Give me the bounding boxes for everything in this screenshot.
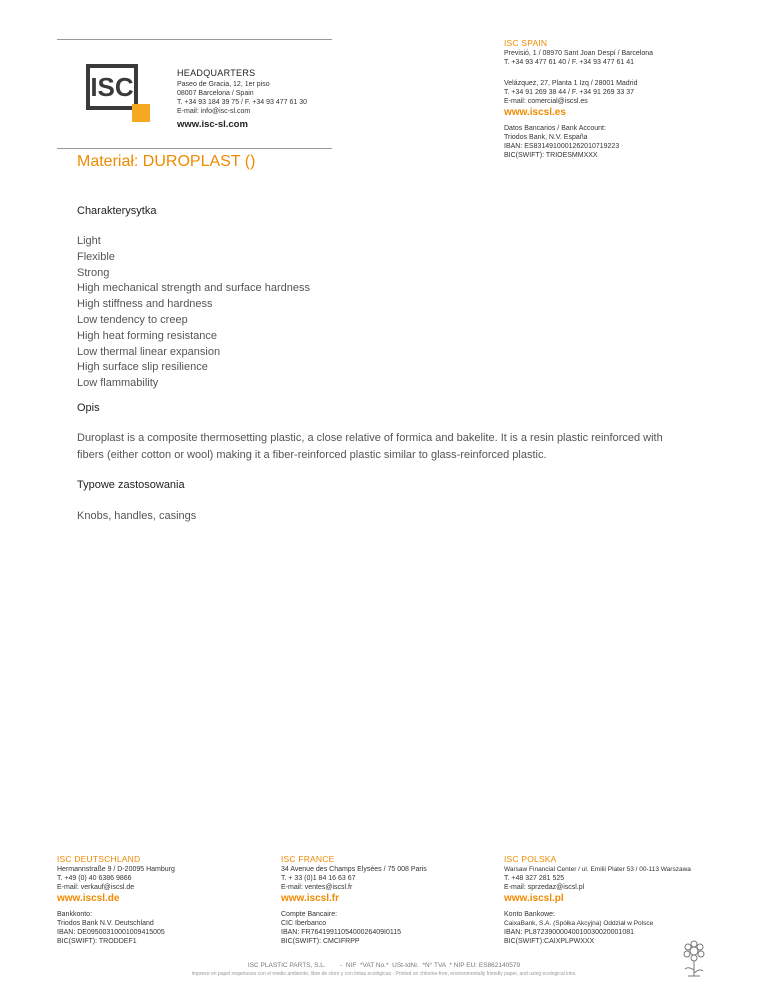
- logo-orange-square: [132, 104, 150, 122]
- spain-phone-1: T. +34 93 477 61 40 / F. +34 93 477 61 41: [504, 59, 634, 66]
- bank-title: Datos Bancarios / Bank Account:: [504, 125, 606, 132]
- spain-web-link[interactable]: www.iscsl.es: [504, 107, 566, 118]
- pl-bank-title: Konto Bankowe:: [504, 911, 555, 918]
- spain-block: [504, 38, 734, 160]
- isc-logo: [86, 64, 150, 122]
- de-bank-title: Bankkonto:: [57, 911, 93, 918]
- fr-title: ISC FRANCE: [281, 854, 335, 864]
- bank-bic: BIC(SWIFT): TRIOESMMXXX: [504, 152, 598, 159]
- germany-block: [57, 854, 257, 946]
- eco-flower-icon: [680, 940, 708, 980]
- fr-email: E-mail: ventes@iscsl.fr: [281, 884, 353, 891]
- de-iban: IBAN: DE09500310001009415005: [57, 929, 165, 936]
- fr-iban: IBAN: FR7641991105400026409I0115: [281, 929, 402, 936]
- france-block: [281, 854, 491, 946]
- description-line-2: fibers (either cotton or wool) making it a fiber-reinforced plastic similar to glass-reinforced plastic.: [77, 449, 547, 461]
- de-web-link[interactable]: www.iscsl.de: [57, 893, 120, 904]
- pl-bank-name: CaixaBank, S.A. (Spółka Akcyjna) Oddział w Polsce: [504, 920, 654, 927]
- pl-phone: T. +48 327 281 525: [504, 875, 565, 882]
- characteristic-item: Low thermal linear expansion: [77, 345, 221, 358]
- fr-address: 34 Avenue des Champs Elysées / 75 008 Paris: [281, 866, 427, 873]
- hq-email: E-mail: info@isc-sl.com: [177, 108, 251, 115]
- spain-phone-2: T. +34 91 269 38 44 / F. +34 91 269 33 37: [504, 89, 634, 96]
- fr-bic: BIC(SWIFT): CMCIFRPP: [281, 938, 360, 945]
- characteristic-item: High mechanical strength and surface hardness: [77, 282, 310, 295]
- logo-text: ISC: [86, 64, 138, 110]
- pl-iban: IBAN: PL87239000040010030020001081: [504, 929, 635, 936]
- spain-title: ISC SPAIN: [504, 38, 548, 48]
- characteristic-item: Low tendency to creep: [77, 313, 188, 326]
- de-title: ISC DEUTSCHLAND: [57, 854, 141, 864]
- hq-phone: T. +34 93 184 39 75 / F. +34 93 477 61 30: [177, 99, 307, 106]
- hq-address-2: 08007 Barcelona / Spain: [177, 90, 254, 97]
- spain-email: E-mail: comercial@iscsl.es: [504, 98, 588, 105]
- de-phone: T. +49 (0) 40 6386 9866: [57, 875, 132, 882]
- de-bank-name: Triodos Bank N.V. Deutschland: [57, 920, 154, 927]
- description-title: Opis: [77, 402, 100, 414]
- spain-address-1: Previsió, 1 / 08970 Sant Joan Despí / Barcelona: [504, 50, 654, 57]
- company-legal-line: ISC PLASTIC PARTS, S.L. - NIF *VAT No.* USt-IdNr. *N° TVA * NIP EU: ES862140579: [247, 962, 521, 969]
- hq-title: HEADQUARTERS: [177, 68, 256, 78]
- fr-phone: T. + 33 (0)1 84 16 63 67: [281, 875, 356, 882]
- pl-bic: BIC(SWIFT):CAIXPLPWXXX: [504, 938, 595, 945]
- pl-title: ISC POLSKA: [504, 854, 557, 864]
- hq-address-1: Paseo de Gracia, 12, 1er piso: [177, 81, 270, 88]
- characteristics-list: [77, 234, 477, 392]
- header-top-rule: [57, 39, 332, 40]
- headquarters-block: [177, 68, 347, 130]
- de-email: E-mail: verkauf@iscsl.de: [57, 884, 135, 891]
- fr-bank-title: Compte Bancaire:: [281, 911, 338, 918]
- de-bic: BIC(SWIFT): TRODDEF1: [57, 938, 137, 945]
- uses-title: Typowe zastosowania: [77, 479, 185, 491]
- characteristic-item: High stiffness and hardness: [77, 298, 213, 311]
- eco-print-line: Impreso en papel respetuoso con el medio ambiente, libre de cloro y con tintas ecológicas · Printed on chlorine-free, environmentally friendly paper, and using ecological inks.: [191, 971, 577, 977]
- characteristic-item: Flexible: [77, 250, 115, 263]
- pl-address: Warsaw Financial Center / ul. Emilii Plater 53 / 00-113 Warszawa: [504, 866, 691, 873]
- pl-email: E-mail: sprzedaz@iscsl.pl: [504, 884, 585, 891]
- bank-iban: IBAN: ES8314910001262010719223: [504, 143, 620, 150]
- header-bottom-rule: [57, 148, 332, 149]
- uses-text: Knobs, handles, casings: [77, 510, 197, 522]
- characteristic-item: Light: [77, 235, 101, 247]
- pl-web-link[interactable]: www.iscsl.pl: [504, 893, 564, 904]
- characteristic-item: Low flammability: [77, 377, 159, 390]
- spain-address-2: Velázquez, 27, Planta 1 Izq / 28001 Madrid: [504, 80, 638, 87]
- de-address: Hermannstraße 9 / D-20095 Hamburg: [57, 866, 175, 873]
- description-line-1: Duroplast is a composite thermosetting plastic, a close relative of formica and bakelite. It is a resin plastic reinforced with: [77, 432, 663, 444]
- material-title: Materiał: DUROPLAST (): [77, 153, 256, 170]
- description-text: [77, 431, 717, 463]
- poland-block: [504, 854, 739, 946]
- characteristic-item: High heat forming resistance: [77, 329, 218, 342]
- characteristic-item: Strong: [77, 266, 110, 279]
- bank-name: Triodos Bank, N.V. España: [504, 134, 588, 141]
- fr-web-link[interactable]: www.iscsl.fr: [281, 893, 339, 904]
- characteristic-item: High surface slip resilience: [77, 361, 208, 374]
- fr-bank-name: CIC Iberbanco: [281, 920, 327, 927]
- hq-web-link[interactable]: www.isc-sl.com: [177, 119, 248, 130]
- characteristics-title: Charakterysytka: [77, 205, 157, 217]
